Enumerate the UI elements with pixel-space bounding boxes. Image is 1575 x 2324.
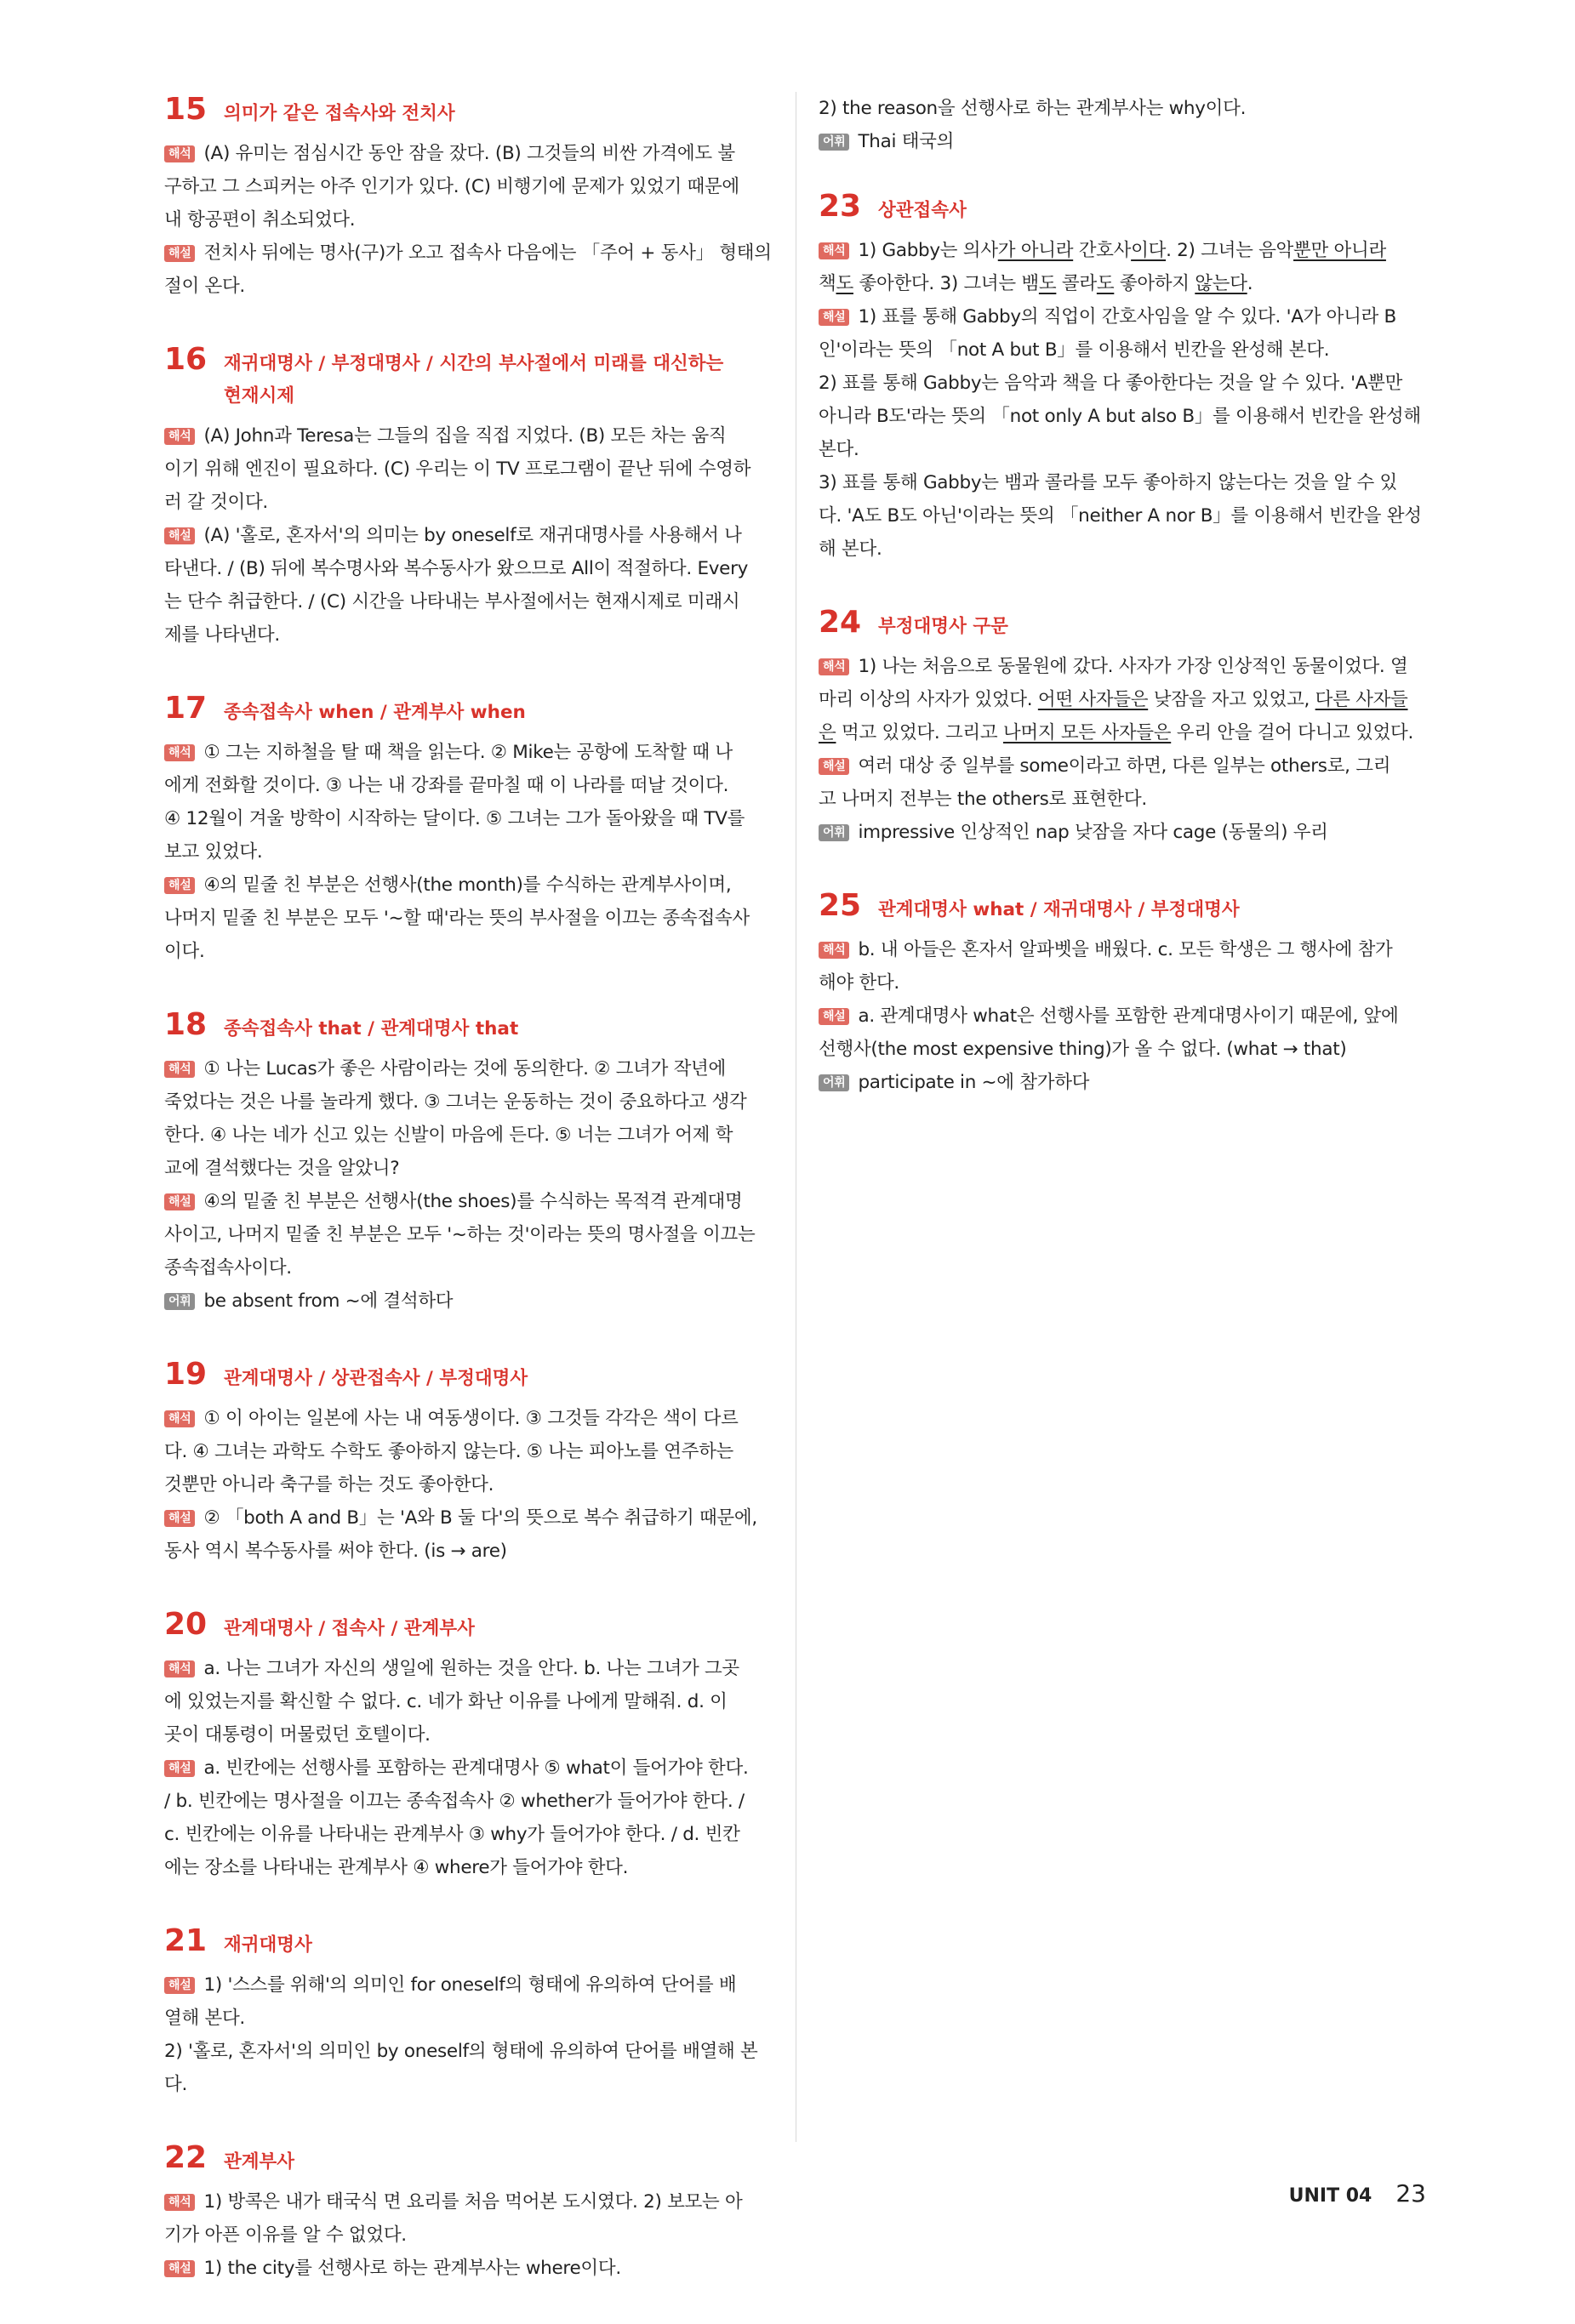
explanation-line: 종속접속사이다. xyxy=(164,1257,292,1279)
translation-line: 에 있었는지를 확신할 수 없다. c. 네가 화난 이유를 나에게 말해줘. d. 이 xyxy=(164,1691,728,1712)
explanation-badge: 해설 xyxy=(164,527,195,544)
explanation-badge: 해설 xyxy=(164,245,195,262)
unit-label: UNIT 04 xyxy=(1288,2185,1372,2207)
translation-line: 해석 ① 그는 지하철을 탈 때 책을 읽는다. ② Mike는 공항에 도착할 때 나 xyxy=(164,736,777,769)
question-title: 의미가 같은 접속사와 전치사 xyxy=(224,103,455,124)
explanation-badge: 해설 xyxy=(164,1977,195,1994)
question-title: 관계대명사 what / 재귀대명사 / 부정대명사 xyxy=(878,899,1240,920)
explanation-line: 3) 표를 통해 Gabby는 뱀과 콜라를 모두 좋아하지 않는다는 것을 알 수 있 xyxy=(819,472,1397,493)
vocab-badge: 어휘 xyxy=(819,824,849,841)
translation-badge: 해석 xyxy=(819,942,849,959)
explanation-line: 해설 ④의 밑줄 친 부분은 선행사(the month)를 수식하는 관계부사이며, xyxy=(164,869,777,902)
explanation-line: 다. 'A도 B도 아닌'이라는 뜻의 「neither A nor B」를 이용해서 빈칸을 완성 xyxy=(819,505,1422,527)
translation-line: 기가 아픈 이유를 알 수 없었다. xyxy=(164,2224,407,2246)
translation-badge: 해석 xyxy=(819,242,849,259)
translation-line: 이기 위해 엔진이 필요하다. (C) 우리는 이 TV 프로그램이 끝난 뒤에 수영하 xyxy=(164,459,751,480)
question-title: 부정대명사 구문 xyxy=(878,616,1008,637)
question-title: 관계부사 xyxy=(224,2151,295,2173)
right-column xyxy=(819,92,1435,1138)
translation-line: 에게 전화할 것이다. ③ 나는 내 강좌를 끝마칠 때 이 나라를 떠날 것이다. xyxy=(164,775,729,796)
translation-line: 한다. ④ 나는 네가 신고 있는 신발이 마음에 든다. ⑤ 너는 그녀가 어제 학 xyxy=(164,1125,733,1146)
question-15 xyxy=(164,92,777,303)
question-number: 21 xyxy=(164,1923,208,1958)
translation-line: 교에 결석했다는 것을 알았니? xyxy=(164,1158,400,1179)
explanation-badge: 해설 xyxy=(164,2260,195,2277)
translation-badge: 해석 xyxy=(164,1660,195,1677)
explanation-line: 이다. xyxy=(164,941,205,962)
question-24 xyxy=(819,605,1435,849)
question-25 xyxy=(819,888,1435,1099)
question-number: 16 xyxy=(164,342,208,377)
question-19 xyxy=(164,1357,777,1568)
translation-line: 해석 a. 나는 그녀가 자신의 생일에 원하는 것을 안다. b. 나는 그녀가 그곳 xyxy=(164,1652,777,1685)
explanation-line: 제를 나타낸다. xyxy=(164,624,280,646)
question-title: 종속접속사 that / 관계대명사 that xyxy=(224,1018,519,1040)
question-22-continued xyxy=(819,92,1435,158)
question-title: 재귀대명사 / 부정대명사 / 시간의 부사절에서 미래를 대신하는 현재시제 xyxy=(224,353,724,407)
translation-line: 러 갈 것이다. xyxy=(164,492,268,513)
translation-line: 곳이 대통령이 머물렀던 호텔이다. xyxy=(164,1724,431,1746)
explanation-line: c. 빈칸에는 이유를 나타내는 관계부사 ③ why가 들어가야 한다. / d. 빈칸 xyxy=(164,1824,740,1845)
translation-badge: 해석 xyxy=(164,145,195,162)
explanation-line: 해설 전치사 뒤에는 명사(구)가 오고 접속사 다음에는 「주어 + 동사」 형태의 xyxy=(164,236,777,270)
explanation-line: 에는 장소를 나타내는 관계부사 ④ where가 들어가야 한다. xyxy=(164,1857,629,1878)
explanation-badge: 해설 xyxy=(164,1510,195,1527)
question-16 xyxy=(164,342,777,652)
translation-line: ④ 12월이 겨울 방학이 시작하는 달이다. ⑤ 그녀는 그가 돌아왔을 때 TV를 xyxy=(164,808,745,829)
translation-line: 내 항공편이 취소되었다. xyxy=(164,209,356,231)
question-22 xyxy=(164,2140,777,2285)
explanation-line: 해설 여러 대상 중 일부를 some이라고 하면, 다른 일부는 others로, 그리 xyxy=(819,749,1435,783)
question-title: 관계대명사 / 접속사 / 관계부사 xyxy=(224,1618,475,1639)
explanation-line: 동사 역시 복수동사를 써야 한다. (is → are) xyxy=(164,1541,507,1562)
vocab-badge: 어휘 xyxy=(164,1293,195,1310)
explanation-line: 사이고, 나머지 밑줄 친 부분은 모두 '~하는 것'이라는 뜻의 명사절을 이끄는 xyxy=(164,1224,756,1245)
translation-line: 구하고 그 스피커는 아주 인기가 있다. (C) 비행기에 문제가 있었기 때문에 xyxy=(164,176,739,197)
translation-line: 해석 1) Gabby는 의사가 아니라 간호사이다. 2) 그녀는 음악뿐만 아니라 xyxy=(819,234,1435,267)
explanation-badge: 해설 xyxy=(819,758,849,775)
explanation-line: 해설 1) the city를 선행사로 하는 관계부사는 where이다. xyxy=(164,2252,777,2285)
explanation-line: 해설 ④의 밑줄 친 부분은 선행사(the shoes)를 수식하는 목적격 관계대명 xyxy=(164,1185,777,1218)
explanation-badge: 해설 xyxy=(164,1760,195,1777)
question-number: 17 xyxy=(164,691,208,726)
explanation-line: 해설 ② 「both A and B」는 'A와 B 둘 다'의 뜻으로 복수 취급하기 때문에, xyxy=(164,1501,777,1535)
explanation-line: 다. xyxy=(164,2074,188,2095)
translation-line: 해석 1) 나는 처음으로 동물원에 갔다. 사자가 가장 인상적인 동물이었다. 열 xyxy=(819,650,1435,683)
explanation-badge: 해설 xyxy=(819,1008,849,1025)
question-number: 19 xyxy=(164,1357,208,1392)
translation-line: 해석 ① 나는 Lucas가 좋은 사람이라는 것에 동의한다. ② 그녀가 작년에 xyxy=(164,1052,777,1085)
translation-line: 해석 b. 내 아들은 혼자서 알파벳을 배웠다. c. 모든 학생은 그 행사에 참가 xyxy=(819,933,1435,966)
translation-line: 것뿐만 아니라 축구를 하는 것도 좋아한다. xyxy=(164,1474,494,1495)
question-number: 18 xyxy=(164,1007,208,1042)
explanation-badge: 해설 xyxy=(164,1193,195,1210)
page-footer xyxy=(1289,2179,1426,2207)
question-18 xyxy=(164,1007,777,1318)
translation-badge: 해석 xyxy=(819,658,849,675)
translation-line: 해석 (A) John과 Teresa는 그들의 집을 직접 지었다. (B) 모든 차는 움직 xyxy=(164,419,777,453)
question-21 xyxy=(164,1923,777,2101)
question-20 xyxy=(164,1607,777,1884)
explanation-line: 고 나머지 전부는 the others로 표현한다. xyxy=(819,789,1147,810)
translation-line: 보고 있었다. xyxy=(164,841,263,863)
question-number: 25 xyxy=(819,888,862,923)
page-number: 23 xyxy=(1395,2179,1426,2207)
question-number: 20 xyxy=(164,1607,208,1642)
vocab-line: 어휘 Thai 태국의 xyxy=(819,125,1435,158)
explanation-line: / b. 빈칸에는 명사절을 이끄는 종속접속사 ② whether가 들어가야 한다. / xyxy=(164,1791,745,1812)
question-title: 상관접속사 xyxy=(878,200,967,221)
explanation-badge: 해설 xyxy=(164,877,195,894)
explanation-badge: 해설 xyxy=(819,309,849,326)
translation-badge: 해석 xyxy=(164,2194,195,2211)
explanation-line: 선행사(the most expensive thing)가 올 수 없다. (what → that) xyxy=(819,1039,1347,1060)
explanation-line: 인'이라는 뜻의 「not A but B」를 이용해서 빈칸을 완성해 본다. xyxy=(819,339,1330,361)
translation-line: 죽었다는 것은 나를 놀라게 했다. ③ 그녀는 운동하는 것이 중요하다고 생각 xyxy=(164,1091,747,1113)
explanation-line: 는 단수 취급한다. / (C) 시간을 나타내는 부사절에서는 현재시제로 미래시 xyxy=(164,591,740,612)
translation-line: 해석 (A) 유미는 점심시간 동안 잠을 잤다. (B) 그것들의 비싼 가격에도 불 xyxy=(164,137,777,170)
explanation-line: 해설 a. 빈칸에는 선행사를 포함하는 관계대명사 ⑤ what이 들어가야 한다. xyxy=(164,1752,777,1785)
translation-line: 해석 1) 방콕은 내가 태국식 면 요리를 처음 먹어본 도시였다. 2) 보모는 아 xyxy=(164,2185,777,2219)
question-title: 관계대명사 / 상관접속사 / 부정대명사 xyxy=(224,1368,528,1389)
explanation-line: 해설 (A) '홀로, 혼자서'의 의미는 by oneself로 재귀대명사를 사용해서 나 xyxy=(164,519,777,552)
explanation-line: 해 본다. xyxy=(819,538,882,560)
explanation-line: 해설 1) '스스를 위해'의 의미인 for oneself의 형태에 유의하여 단어를 배 xyxy=(164,1968,777,2002)
explanation-line: 아니라 B도'라는 뜻의 「not only A but also B」를 이용해서 빈칸을 완성해 xyxy=(819,406,1421,427)
translation-badge: 해석 xyxy=(164,744,195,761)
explanation-line: 2) the reason을 선행사로 하는 관계부사는 why이다. xyxy=(819,98,1247,119)
explanation-line: 해설 a. 관계대명사 what은 선행사를 포함한 관계대명사이기 때문에, 앞에 xyxy=(819,1000,1435,1033)
explanation-line: 본다. xyxy=(819,439,859,460)
vocab-line: 어휘 impressive 인상적인 nap 낮잠을 자다 cage (동물의) 우리 xyxy=(819,816,1435,849)
explanation-line: 타낸다. / (B) 뒤에 복수명사와 복수동사가 왔으므로 All이 적절하다. Every xyxy=(164,558,749,579)
vocab-badge: 어휘 xyxy=(819,1074,849,1091)
vocab-line: 어휘 be absent from ~에 결석하다 xyxy=(164,1284,777,1318)
translation-line: 해석 ① 이 아이는 일본에 사는 내 여동생이다. ③ 그것들 각각은 색이 다르 xyxy=(164,1402,777,1435)
explanation-line: 해설 1) 표를 통해 Gabby의 직업이 간호사임을 알 수 있다. 'A가 아니라 B xyxy=(819,300,1435,333)
question-number: 23 xyxy=(819,189,862,224)
translation-badge: 해석 xyxy=(164,1410,195,1427)
translation-line: 은 먹고 있었다. 그리고 나머지 모든 사자들은 우리 안을 걸어 다니고 있었다. xyxy=(819,722,1414,743)
translation-line: 다. ④ 그녀는 과학도 수학도 좋아하지 않는다. ⑤ 나는 피아노를 연주하는 xyxy=(164,1441,734,1462)
translation-line: 해야 한다. xyxy=(819,972,899,994)
question-17 xyxy=(164,691,777,968)
vocab-badge: 어휘 xyxy=(819,134,849,151)
translation-badge: 해석 xyxy=(164,428,195,445)
vocab-line: 어휘 participate in ~에 참가하다 xyxy=(819,1066,1435,1099)
explanation-line: 나머지 밑줄 친 부분은 모두 '~할 때'라는 뜻의 부사절을 이끄는 종속접속사 xyxy=(164,908,750,929)
left-column xyxy=(164,92,777,2324)
question-title: 종속접속사 when / 관계부사 when xyxy=(224,702,526,723)
question-23 xyxy=(819,189,1435,566)
explanation-line: 2) '홀로, 혼자서'의 의미인 by oneself의 형태에 유의하여 단어를 배열해 본 xyxy=(164,2041,758,2062)
translation-line: 책도 좋아한다. 3) 그녀는 뱀도 콜라도 좋아하지 않는다. xyxy=(819,273,1253,294)
translation-badge: 해석 xyxy=(164,1061,195,1078)
explanation-line: 절이 온다. xyxy=(164,276,245,297)
explanation-line: 열해 본다. xyxy=(164,2008,245,2029)
explanation-line: 2) 표를 통해 Gabby는 음악과 책을 다 좋아한다는 것을 알 수 있다. 'A뿐만 xyxy=(819,373,1403,394)
translation-line: 마리 이상의 사자가 있었다. 어떤 사자들은 낮잠을 자고 있었고, 다른 사자들 xyxy=(819,689,1408,710)
question-number: 15 xyxy=(164,92,208,127)
question-number: 22 xyxy=(164,2140,208,2175)
question-number: 24 xyxy=(819,605,862,640)
question-title: 재귀대명사 xyxy=(224,1934,312,1956)
